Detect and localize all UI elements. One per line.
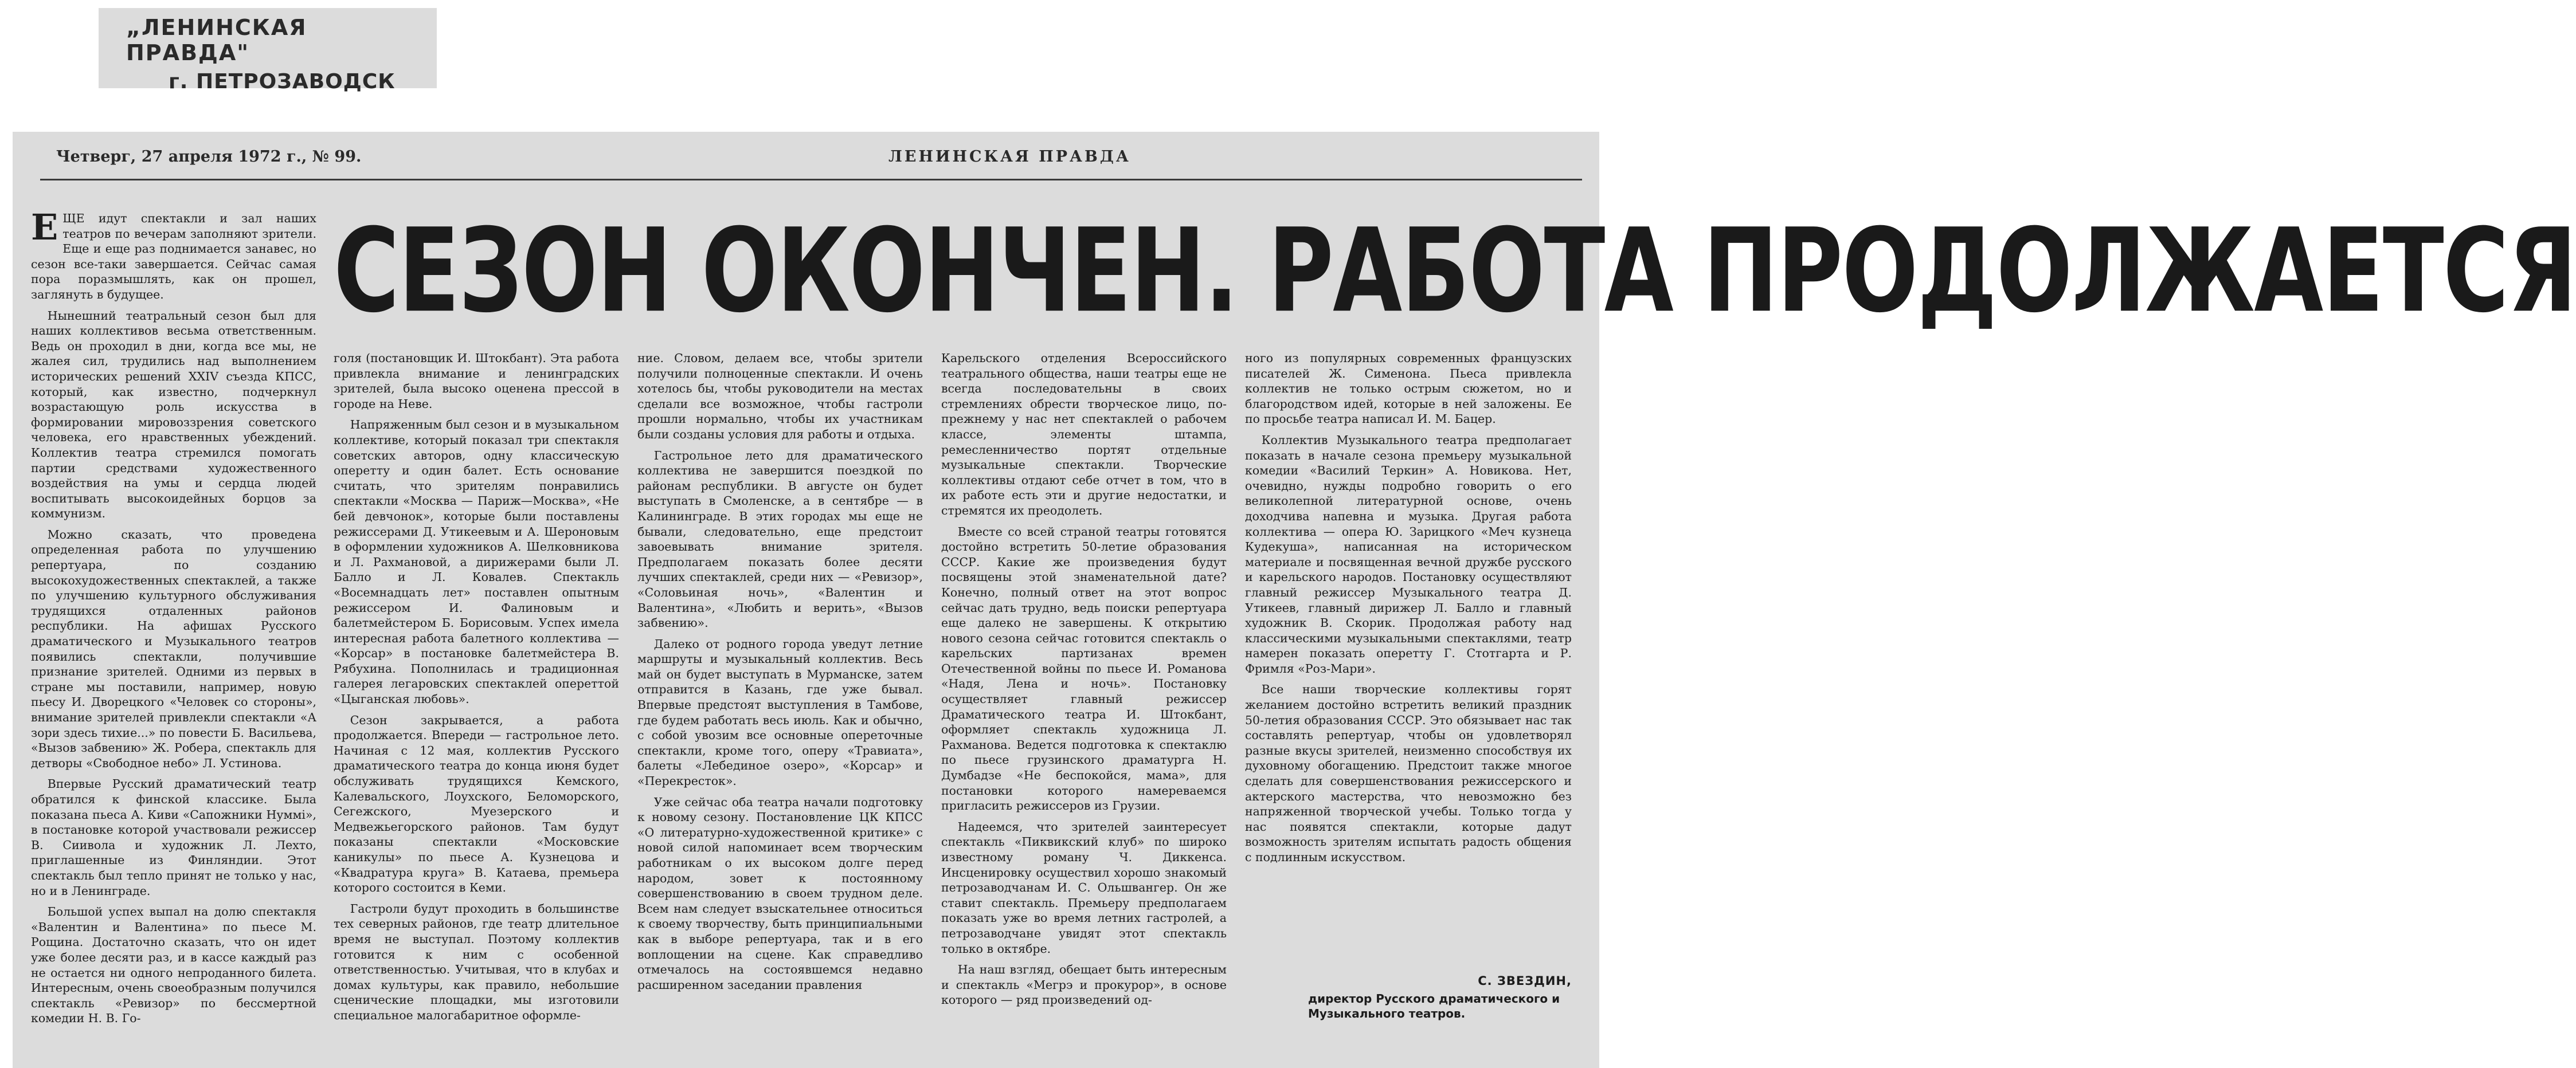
author-title: директор Русского драматического и Музыкального театров.: [1308, 992, 1560, 1020]
article-paragraph: Уже сейчас оба театра начали подготовку к новому сезону. Постановление ЦК КПСС «О литературно-художественной критике» с новой силой напоминает всем творческим работникам о их высоком долге перед народом, зовет к постоянному совершенствованию в своем трудном деле. Всем нам следует взыскательнее относиться к своему творчеству, быть принципиальными как в выборе репертуара, так и в его воплощении на сцене. Как справедливо отмечалось на состоявшемся недавно расширенном заседании правления: [637, 795, 923, 992]
article-paragraph: Надеемся, что зрителей заинтересует спектакль «Пиквикский клуб» по широко известному роману Ч. Диккенса. Инсценировку осуществил хорошо знакомый петрозаводчанам И. С. Ольшвангер. Он же ставит спектакль. Премьеру предполагаем показать уже во время летних гастролей, а петрозаводчане увидят этот спектакль только в октябре.: [941, 819, 1227, 956]
article-headline: СЕЗОН ОКОНЧЕН. РАБОТА ПРОДОЛЖАЕТСЯ: [334, 204, 2576, 339]
article-paragraph: Карельского отделения Всероссийского театрального общества, наши театры еще не всегда последовательны в своих стремлениях обрести творческое лицо, по-прежнему у нас нет спектаклей о рабочем классе, элементы штампа, ремесленничество портят отдельные музыкальные спектакли. Творческие коллективы отдают себе отчет в том, что в их работе есть эти и другие недостатки, и стремятся их преодолеть.: [941, 351, 1227, 517]
article-paragraph: ЕЩЕ идут спектакли и зал наших театров по вечерам заполняют зрители. Еще и еще раз поднимается занавес, но сезон все-таки завершается. Сейчас самая пора поразмышлять, как он прошел, заглянуть в будущее.: [31, 206, 316, 301]
article-paragraph: Нынешний театральный сезон был для наших коллективов весьма ответственным. Ведь он проходил в дни, когда все мы, не жалея сил, трудились над выполнением исторических решений XXIV съезда КПСС, который, как известно, подчеркнул возрастающую роль искусства в формировании мировоззрения советского человека, его нравственных убеждений. Коллектив театра стремился помогать партии средствами художественного воздействия на умы и сердца людей воспитывать высокоидейных борцов за коммунизм.: [31, 308, 316, 521]
newspaper-header: [40, 138, 1582, 180]
article-column-4: [941, 351, 1227, 1055]
issue-date: Четверг, 27 апреля 1972 г., № 99.: [56, 148, 362, 166]
drop-cap: Е: [31, 206, 58, 248]
article-paragraph: Гастрольное лето для драматического коллектива не завершится поездкой по районам республики. В августе он будет выступать в Смоленске, а в сентябре — в Калининграде. В этих городах мы еще не бывали, следовательно, еще предстоит завоевывать внимание зрителя. Предполагаем показать более десяти лучших спектаклей, среди них — «Ревизор», «Соловьиная ночь», «Валентин и Валентина», «Любить и верить», «Вызов забвению».: [637, 448, 923, 630]
article-paragraph: Можно сказать, что проведена определенная работа по улучшению репертуара, по созданию высокохудожественных спектаклей, а также по улучшению культурного обслуживания трудящихся отдаленных районов республики. На афишах Русского драматического и Музыкального театров появились спектакли, получившие признание зрителей. Одними из первых в стране мы поставили, например, новую пьесу И. Дворецкого «Человек со стороны», внимание зрителей привлекли спектакли «А зори здесь тихие...» по повести Б. Васильева, «Вызов забвению» Ж. Робера, спектакль для детворы «Свободное небо» Л. Устинова.: [31, 527, 316, 770]
article-column-5: [1245, 351, 1572, 969]
article-paragraph: Сезон закрывается, а работа продолжается. Впереди — гастрольное лето. Начиная с 12 мая, коллектив Русского драматического театра до конца июня будет обслуживать трудящихся Кемского, Калевальского, Лоухского, Беломорского, Сегежского, Муезерского и Медвежьегорского районов. Там будут показаны спектакли «Московские каникулы» по пьесе А. Кузнецова и «Квадратура круга» В. Катаева, премьера которого состоится в Кеми.: [334, 713, 619, 895]
article-paragraph: Большой успех выпал на долю спектакля «Валентин и Валентина» по пьесе М. Рощина. Достаточно сказать, что он идет уже более десяти раз, и в кассе каждый раз не остается ни одного непроданного билета. Интересным, очень своеобразным получился спектакль «Ревизор» по бессмертной комедии Н. В. Го-: [31, 905, 316, 1026]
stamp-newspaper-name: „ЛЕНИНСКАЯ ПРАВДА": [126, 15, 307, 65]
author-name: С. ЗВЕЗДИН,: [1478, 974, 1572, 988]
article-column-2: [334, 351, 619, 1055]
article-paragraph: Вместе со всей страной театры готовятся достойно встретить 50-летие образования СССР. Какие же произведения будут посвящены этой знаменательной дате? Конечно, полный ответ на этот вопрос сейчас дать трудно, ведь поиски репертуара еще далеко не завершены. К открытию нового сезона сейчас готовится спектакль о карельских партизанах времен Отечественной войны по пьесе И. Романова «Надя, Лена и ночь». Постановку осуществляет главный режиссер Драматического театра И. Штокбант, оформляет спектакль художница Л. Рахманова. Ведется подготовка к спектаклю по пьесе грузинского драматурга Н. Думбадзе «Не беспокойся, мама», для постановки которого намереваемся пригласить режиссеров из Грузии.: [941, 524, 1227, 813]
article-column-1: [31, 206, 316, 1053]
source-stamp: [99, 8, 437, 93]
article-paragraph: Все наши творческие коллективы горят желанием достойно встретить великий праздник 50-летия образования СССР. Это обязывает нас так составлять репертуар, чтобы он удовлетворял разные вкусы зрителей, неизменно способствуя их духовному обогащению. Предстоит также многое сделать для совершенствования режиссерского и актерского мастерства, что невозможно без напряженной творческой учебы. Только тогда у нас появятся спектакли, которые дадут возможность зрителям испытать радость общения с подлинным искусством.: [1245, 682, 1572, 864]
stamp-city: г. ПЕТРОЗАВОДСК: [169, 70, 396, 93]
article-paragraph: Напряженным был сезон и в музыкальном коллективе, который показал три спектакля советских авторов, одну классическую оперетту и один балет. Есть основание считать, что зрителям понравились спектакли «Москва — Париж—Москва», «Не бей девчонок», которые были поставлены режиссерами Д. Утикеевым и А. Шероновым в оформлении художников А. Шелковникова и Л. Рахмановой, а дирижерами были Л. Балло и Л. Ковалев. Спектакль «Восемнадцать лет» поставлен опытным режиссером И. Фалиновым и балетмейстером Б. Борисовым. Успех имела интересная работа балетного коллектива — «Корсар» в постановке балетмейстера В. Рябухина. Пополнилась и традиционная галерея легаровских спектаклей опереттой «Цыганская любовь».: [334, 418, 619, 706]
newspaper-clipping: [13, 132, 2576, 1068]
article-paragraph: ного из популярных современных французских писателей Ж. Сименона. Пьеса привлекла коллектив не только острым сюжетом, но и благородством идей, которые в ней заложены. Ее по просьбе театра написал И. М. Бацер.: [1245, 351, 1572, 426]
article-paragraph: ние. Словом, делаем все, чтобы зрители получили полноценные спектакли. И очень хотелось бы, чтобы руководители на местах сделали все возможное, чтобы гастроли прошли нормально, чтобы их участникам были созданы условия для работы и отдыха.: [637, 351, 923, 441]
article-paragraph: На наш взгляд, обещает быть интересным и спектакль «Мегрэ и прокурор», в основе которого — ряд произведений од-: [941, 963, 1227, 1007]
article-paragraph: Впервые Русский драматический театр обратился к финской классике. Была показана пьеса А. Киви «Сапожники Нуммі», в постановке которой участвовали режиссер В. Сиивола и художник Л. Лехто, приглашенные из Финляндии. Этот спектакль был тепло принят не только у нас, но и в Ленинграде.: [31, 777, 316, 898]
article-paragraph: Гастроли будут проходить в большинстве тех северных районов, где театр длительное время не выступал. Поэтому коллектив готовится к ним с особенной ответственностью. Учитывая, что в клубах и домах культуры, как правило, небольшие сценические площадки, мы изготовили специальное малогабаритное оформле-: [334, 901, 619, 1022]
newspaper-name: ЛЕНИНСКАЯ ПРАВДА: [888, 148, 1131, 166]
article-paragraph: Коллектив Музыкального театра предполагает показать в начале сезона премьеру музыкальной комедии «Василий Теркин» А. Новикова. Нет, очевидно, нужды подробно говорить о его великолепной литературной основе, очень доходчива напевна и музыка. Другая работа коллектива — опера Ю. Зарицкого «Меч кузнеца Кудекуша», написанная на историческом материале и посвященная вечной дружбе русского и карельского народов. Постановку осуществляют главный режиссер Музыкального театра Д. Утикеев, главный дирижер Л. Балло и главный художник В. Скорик. Продолжая работу над классическими музыкальными спектаклями, театр намерен показать оперетту Г. Стотгарта и Р. Фримля «Роз-Мари».: [1245, 433, 1572, 676]
article-paragraph: Далеко от родного города уведут летние маршруты и музыкальный коллектив. Весь май он будет выступать в Мурманске, затем отправится в Казань, где уже бывал. Впервые предстоят выступления в Тамбове, где будем работать весь июль. Как и обычно, с собой увозим все основные опереточные спектакли, кроме того, оперу «Травиата», балеты «Лебединое озеро», «Корсар» и «Перекресток».: [637, 637, 923, 788]
author-signature: [1245, 974, 1572, 1021]
article-column-3: [637, 351, 923, 1055]
article-paragraph: голя (постановщик И. Штокбант). Эта работа привлекла внимание и ленинградских зрителей, была высоко оценена прессой в городе на Неве.: [334, 351, 619, 411]
